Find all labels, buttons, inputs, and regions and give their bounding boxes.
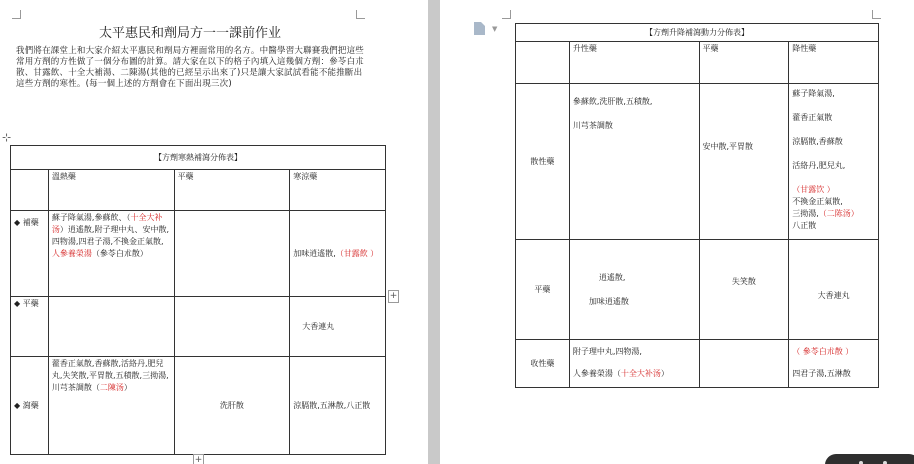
cell-text: ） xyxy=(123,383,132,392)
cell-text: （ xyxy=(126,213,131,222)
add-column-icon[interactable]: + xyxy=(389,291,398,301)
cell-tonify-warm xyxy=(48,211,174,297)
document-page-right xyxy=(440,0,914,464)
col-header-neutral: 平藥 xyxy=(699,42,789,84)
col-header-warm: 溫熱藥 xyxy=(48,170,174,211)
table-caption: 【方劑寒熱補瀉分佈表】 xyxy=(11,146,386,170)
table-header-row xyxy=(516,42,879,84)
cell-text: 不換金正氣散, xyxy=(792,197,843,206)
bullet-icon: ◆ xyxy=(14,299,21,308)
cell-neutral-cool: 大香連丸 xyxy=(290,297,386,357)
col-header-neutral: 平藥 xyxy=(174,170,290,211)
cell-tonify-neutral xyxy=(174,211,290,297)
answer-text: （二陈汤） xyxy=(818,209,859,218)
document-title: 太平惠民和劑局方一一課前作业 xyxy=(98,26,281,41)
row-label-neutral xyxy=(11,297,49,357)
intro-paragraph: 我們將在課堂上和大家介紹太平惠民和劑局方裡面常用的名方。中醫學習大聯賽我們把這些常用方劑的方性做了一個分布圖的計算。請大家在以下的格子內填入這幾個方劑：參苓白朮散、甘露飲、十全大補湯、二陳湯(其他的已經呈示出來了)只是讓大家試試看能不能推斷出這些方劑的寒性。(每一個上述的方劑會在下面出現三次) xyxy=(16,46,365,89)
table-row xyxy=(516,340,879,388)
table-caption-row xyxy=(516,24,879,42)
table-row xyxy=(11,211,386,297)
table-row xyxy=(516,240,879,340)
cell-text: ）逍遙散,附子理中丸、安中散,四物湯,四君子湯,不換金正氣散, xyxy=(51,225,170,246)
cell-text: 逍遙散, xyxy=(598,272,626,282)
table-row xyxy=(11,357,386,455)
cell-neutral-ascend xyxy=(569,240,699,340)
cell-neutral-neutral xyxy=(174,297,290,357)
col-header-cool: 寒涼藥 xyxy=(290,170,386,211)
cell-text: 涼膈散,香蘇散 xyxy=(792,137,843,146)
answer-text: 十全大补汤 xyxy=(620,369,661,378)
table-row xyxy=(11,297,386,357)
answer-text: （甘露飲 ） xyxy=(335,248,379,258)
page-corner-mark xyxy=(872,10,881,19)
answer-text: 二陳汤 xyxy=(99,383,124,392)
answer-text: （甘露饮 ） xyxy=(792,185,835,194)
cell-text: 八正散 xyxy=(792,221,817,230)
cell-text: 藿香正氣散 xyxy=(792,113,833,122)
cell-disperse-descend xyxy=(789,84,879,240)
page-corner-mark xyxy=(12,10,21,19)
row-label-tonify xyxy=(11,211,49,297)
cell-tonify-cool xyxy=(290,211,386,297)
cell-text: 三拗湯, xyxy=(792,209,819,218)
cell-text: 加味逍遙散 xyxy=(588,296,629,306)
page-corner-mark xyxy=(356,10,365,19)
ascend-descend-table xyxy=(515,23,879,388)
cell-text: 活絡丹,肥兒丸, xyxy=(792,161,846,170)
row-label-text: 補藥 xyxy=(22,218,39,227)
cell-text: 川芎茶調散 xyxy=(572,121,613,130)
cell-disperse-ascend xyxy=(569,84,699,240)
cell-text: 四君子湯,五淋散 xyxy=(792,369,851,378)
row-label-astringe: 收性藥 xyxy=(516,340,570,388)
cell-text: 蘇子降氣湯, xyxy=(792,89,835,98)
col-header-ascend: 升性藥 xyxy=(569,42,699,84)
cell-text: ） xyxy=(660,369,669,378)
col-header-descend: 降性藥 xyxy=(789,42,879,84)
cell-astringe-ascend xyxy=(569,340,699,388)
cell-purge-cool: 涼膈散,五淋散,八正散 xyxy=(290,357,386,455)
cell-astringe-descend xyxy=(789,340,879,388)
answer-text: 人參養榮湯 xyxy=(51,249,92,258)
cell-purge-warm xyxy=(48,357,174,455)
cell-text: （參苓白朮散） xyxy=(91,249,148,258)
table-caption-row xyxy=(11,146,386,170)
cell-disperse-neutral: 安中散,平胃散 xyxy=(699,84,789,240)
row-label-text: 瀉藥 xyxy=(22,400,39,410)
chevron-down-icon[interactable]: ▼ xyxy=(492,25,498,33)
answer-text: （ 參苓白朮散 ） xyxy=(792,347,854,356)
bullet-icon: ◆ xyxy=(14,400,21,410)
row-label-text: 平藥 xyxy=(22,299,39,308)
cell-text: 附子理中丸,四物湯, xyxy=(572,347,642,356)
floating-toolbar[interactable] xyxy=(825,454,914,464)
row-label-disperse: 散性藥 xyxy=(516,84,570,240)
cell-text: 蘇子降氣湯,參蘇飲、 xyxy=(51,213,127,222)
answer-text: 十全大补汤 xyxy=(51,213,163,234)
cell-neutral-neutral: 失笑散 xyxy=(699,240,789,340)
cell-neutral-warm xyxy=(48,297,174,357)
cell-neutral-descend: 大香連丸 xyxy=(789,240,879,340)
page-corner-mark xyxy=(502,10,511,19)
table-row xyxy=(516,84,879,240)
document-icon[interactable] xyxy=(474,22,485,35)
add-row-icon[interactable]: + xyxy=(193,454,204,464)
cell-astringe-neutral xyxy=(699,340,789,388)
page-gap xyxy=(428,0,440,464)
cell-text: 參蘇飲,洗肝散,五積散, xyxy=(572,97,653,106)
table-header-row xyxy=(11,170,386,211)
header-blank-cell xyxy=(516,42,570,84)
row-label-neutral: 平藥 xyxy=(516,240,570,340)
cold-heat-table xyxy=(10,145,386,455)
cell-text: 人參養榮湯（ xyxy=(572,369,621,378)
bullet-icon: ◆ xyxy=(14,218,21,227)
table-move-handle-icon[interactable]: ⊹ xyxy=(2,131,12,144)
cell-text: 加味逍遙散, xyxy=(293,248,336,258)
cell-text: 藿香正氣散,香蘇散,活絡丹,肥兒丸,失笑散,平胃散,五積散,三拗湯,川芎茶調散（ xyxy=(51,359,169,392)
document-page-left xyxy=(0,0,428,464)
header-blank-cell xyxy=(11,170,49,211)
cell-purge-neutral: 洗肝散 xyxy=(174,357,290,455)
table-caption: 【方劑升降補瀉動力分佈表】 xyxy=(516,24,879,42)
row-label-purge xyxy=(11,357,49,455)
